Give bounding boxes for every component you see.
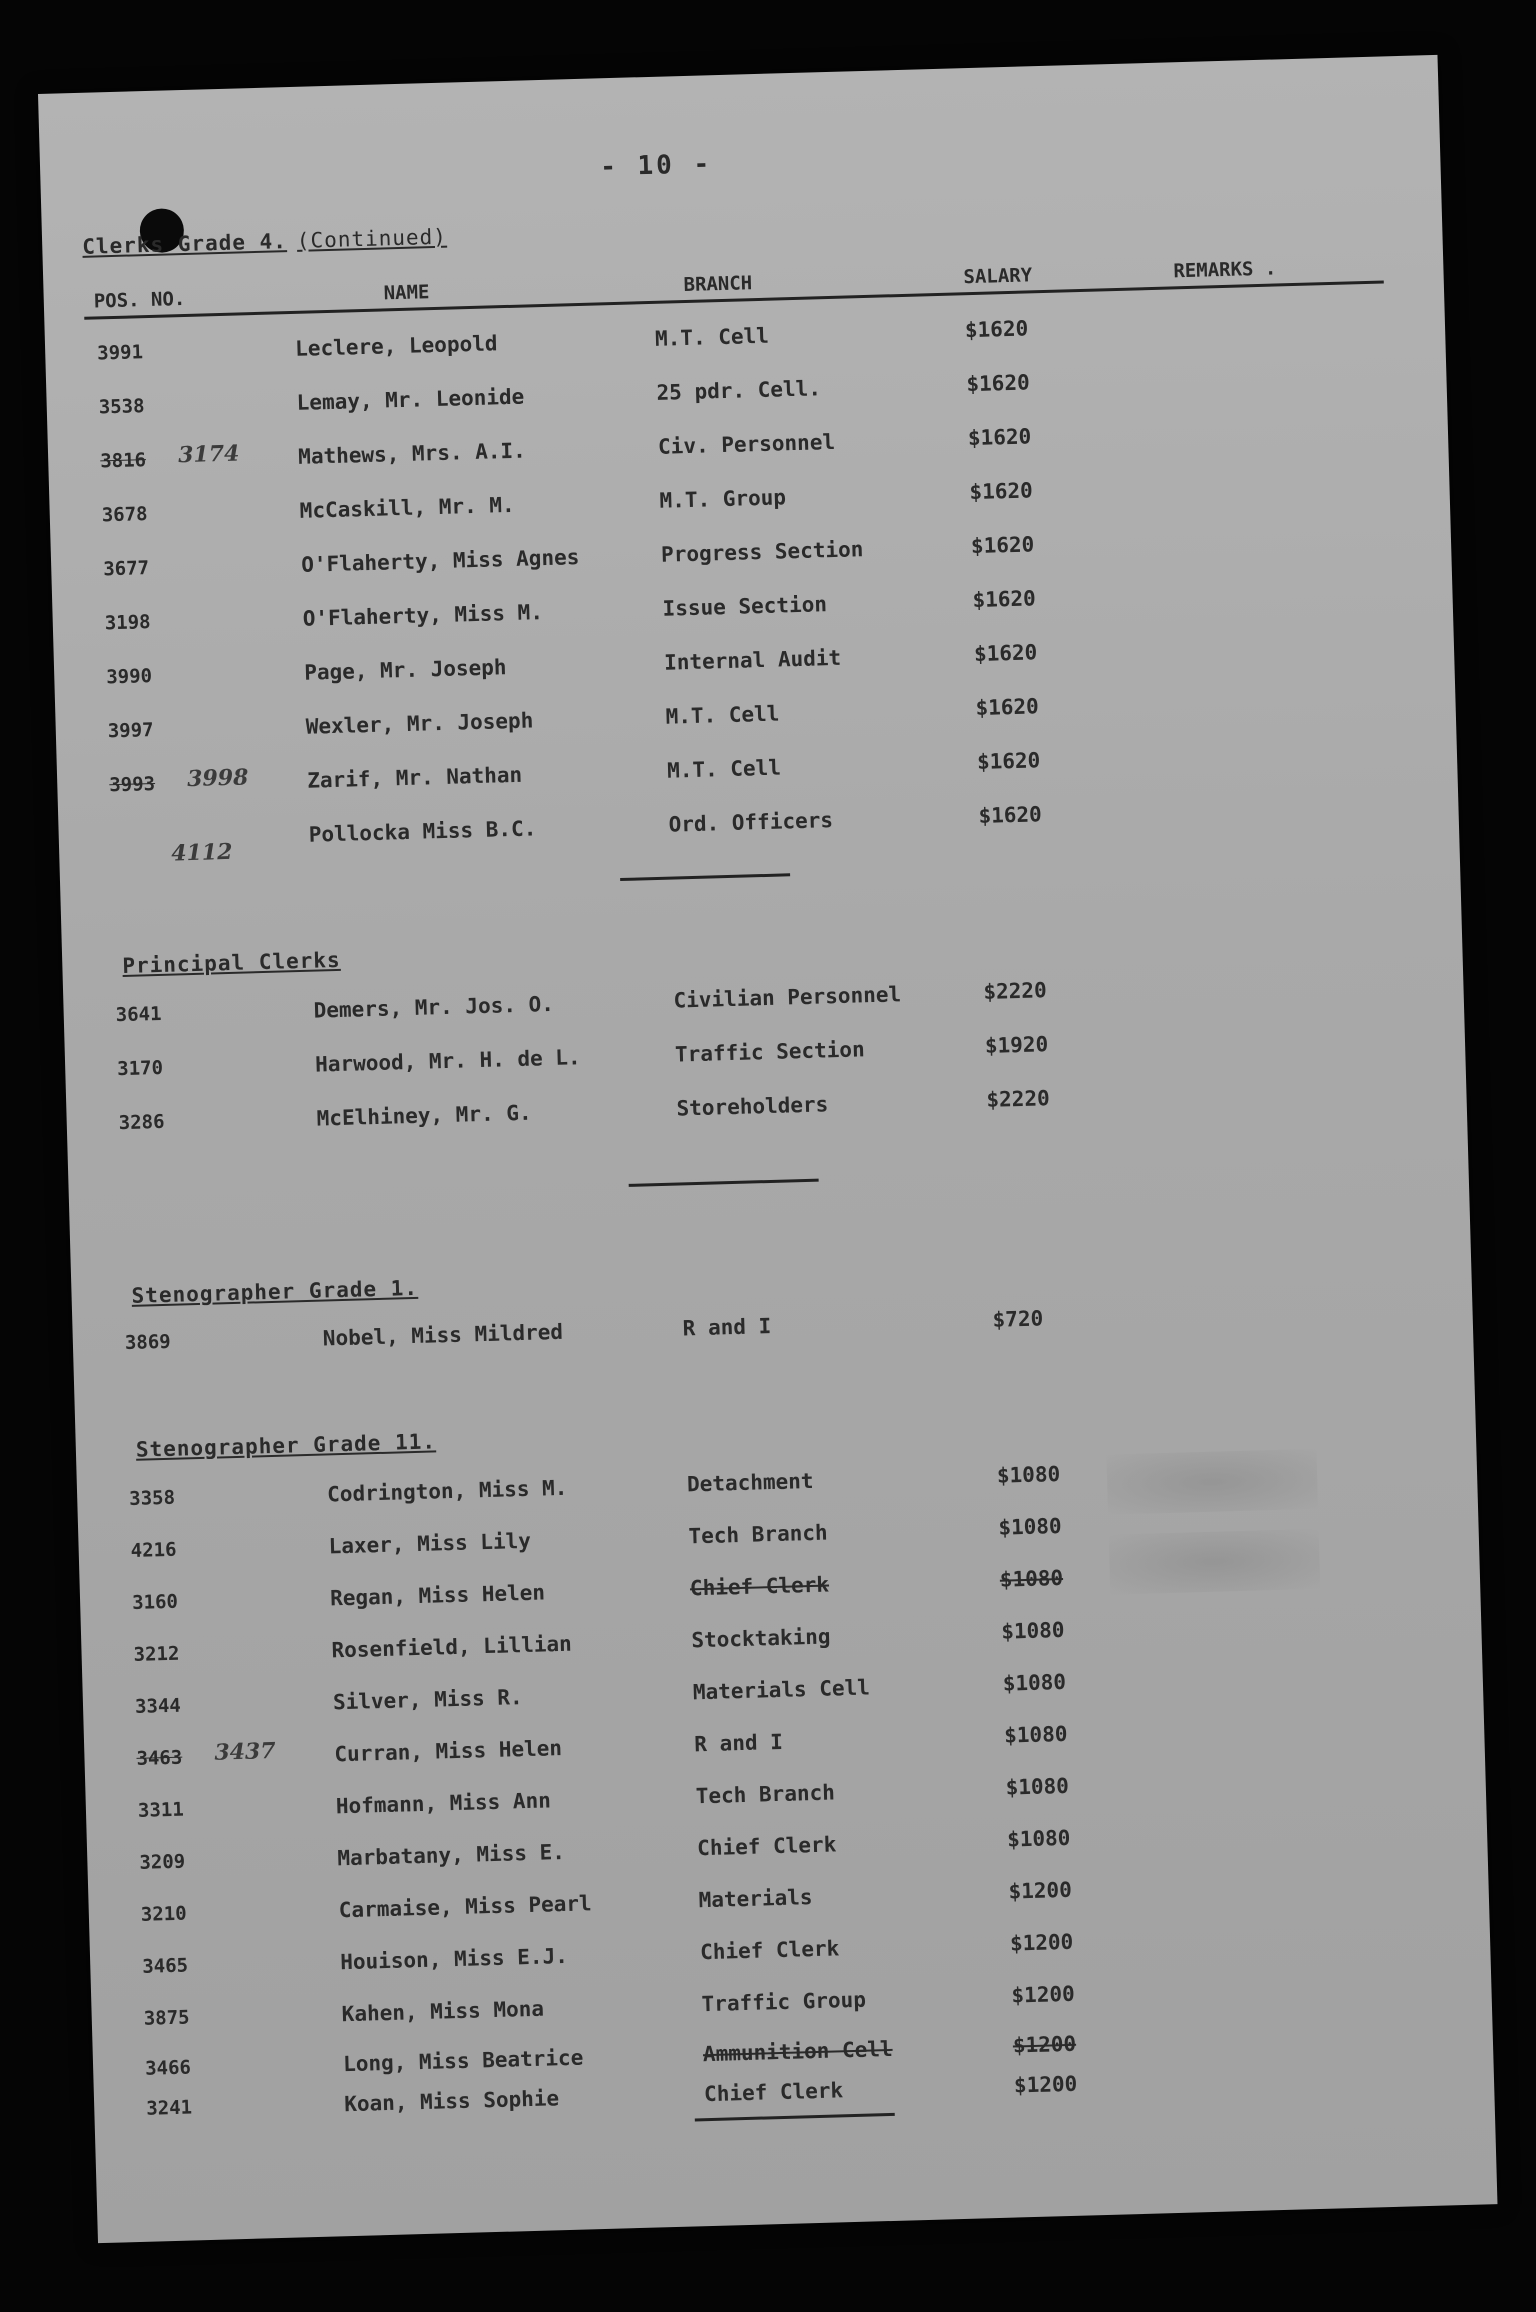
branch: Progress Section <box>660 537 864 567</box>
header-name: NAME <box>383 281 430 305</box>
pos-no: 3641 <box>115 1002 162 1027</box>
salary: $1620 <box>969 478 1034 505</box>
pos-no: 3869 <box>124 1330 171 1355</box>
branch: Detachment <box>686 1468 814 1497</box>
employee-name: Regan, Miss Helen <box>329 1580 546 1611</box>
employee-name: Leclere, Leopold <box>294 331 498 361</box>
branch: Traffic Section <box>674 1037 865 1067</box>
pos-no: 3816 <box>99 449 147 473</box>
section-title-stenographer-grade-1: Stenographer Grade 1. <box>131 1275 419 1308</box>
section-title-stenographer-grade-11: Stenographer Grade 11. <box>135 1429 437 1462</box>
salary: $1620 <box>967 424 1032 451</box>
table-row <box>113 1297 1374 1372</box>
branch: Storeholders <box>676 1092 829 1121</box>
branch: Traffic Group <box>701 1987 867 2017</box>
pos-no: 3311 <box>137 1798 185 1822</box>
branch: Issue Section <box>662 592 828 621</box>
section-divider <box>629 1179 819 1187</box>
handwritten-note: 3174 <box>177 440 240 469</box>
pos-no: 3997 <box>107 719 154 743</box>
branch: Ord. Officers <box>668 808 834 837</box>
pos-no: 3160 <box>131 1590 179 1614</box>
pos-no: 3678 <box>101 503 148 527</box>
salary: $1080 <box>999 1565 1064 1592</box>
branch: Materials Cell <box>692 1675 871 1705</box>
employee-name: Rosenfield, Lillian <box>331 1631 573 1663</box>
employee-name: Mathews, Mrs. A.I. <box>297 438 527 469</box>
salary: $1200 <box>1008 1877 1073 1904</box>
employee-name: Silver, Miss R. <box>332 1685 523 1715</box>
salary: $1620 <box>976 748 1041 775</box>
salary: $1920 <box>984 1032 1049 1058</box>
header-branch: BRANCH <box>683 272 753 297</box>
pos-no: 3358 <box>128 1486 176 1510</box>
pos-no: 3875 <box>143 2006 190 2030</box>
branch: Tech Branch <box>688 1520 828 1549</box>
employee-name: McElhiney, Mr. G. <box>316 1100 532 1131</box>
employee-name: Kahen, Miss Mona <box>341 1996 545 2027</box>
pos-no: 3210 <box>140 1902 187 1926</box>
salary: $720 <box>992 1306 1044 1332</box>
salary: $1200 <box>1011 1981 1076 2008</box>
pos-no: 3993 <box>109 773 156 797</box>
employee-name: Harwood, Mr. H. de L. <box>314 1045 581 1077</box>
salary: $1200 <box>1013 2071 1078 2098</box>
employee-name: Nobel, Miss Mildred <box>322 1319 564 1351</box>
branch: M.T. Cell <box>665 701 780 729</box>
header-pos-no: POS. NO. <box>93 287 186 313</box>
handwritten-note: 3998 <box>186 764 249 793</box>
branch: Chief Clerk <box>689 1572 830 1601</box>
salary: $1080 <box>1002 1669 1067 1696</box>
document-page <box>38 55 1497 2243</box>
salary: $1620 <box>975 694 1040 721</box>
branch: R and I <box>682 1314 772 1341</box>
pos-no: 3209 <box>139 1850 186 1874</box>
salary: $1620 <box>972 586 1037 613</box>
salary: $1200 <box>1009 1929 1074 1956</box>
employee-name: McCaskill, Mr. M. <box>299 492 515 523</box>
pos-no: 3241 <box>145 2096 193 2120</box>
continued-label: (Continued) <box>296 224 448 253</box>
pos-no: 3170 <box>116 1056 164 1081</box>
pos-no: 3991 <box>96 341 144 365</box>
branch: Stocktaking <box>691 1624 831 1653</box>
salary: $1080 <box>998 1513 1062 1540</box>
header-salary: SALARY <box>963 264 1033 289</box>
pos-no: 3466 <box>144 2056 192 2080</box>
employee-name: O'Flaherty, Miss M. <box>302 600 544 631</box>
branch: M.T. Cell <box>654 323 770 351</box>
section-title-principal-clerks: Principal Clerks <box>122 947 341 978</box>
page-number: - 10 - <box>599 149 713 183</box>
handwritten-note: 4112 <box>170 838 233 867</box>
salary: $1620 <box>966 370 1030 397</box>
pos-no: 3286 <box>118 1110 165 1135</box>
pos-no: 3344 <box>134 1694 182 1718</box>
employee-name: O'Flaherty, Miss Agnes <box>300 545 580 577</box>
employee-name: Houison, Miss E.J. <box>339 1943 569 1975</box>
salary: $1620 <box>978 802 1043 829</box>
pos-no: 3463 <box>136 1746 183 1770</box>
branch: Materials <box>698 1885 813 1913</box>
salary: $1080 <box>1000 1617 1065 1644</box>
salary: $1620 <box>973 640 1038 667</box>
employee-name: Page, Mr. Joseph <box>303 655 507 685</box>
pos-no: 3465 <box>142 1954 189 1978</box>
salary: $1080 <box>1005 1773 1070 1800</box>
pos-no: 3990 <box>106 665 153 689</box>
section-divider <box>620 873 790 881</box>
employee-name: Long, Miss Beatrice <box>342 2045 584 2077</box>
branch: Internal Audit <box>663 645 842 675</box>
employee-name: Laxer, Miss Lily <box>328 1528 532 1559</box>
branch: Ammunition Cell <box>702 2036 893 2067</box>
employee-name: Wexler, Mr. Joseph <box>305 708 534 739</box>
pos-no: 3212 <box>133 1642 180 1666</box>
pos-no: 3677 <box>102 557 150 581</box>
salary: $2220 <box>986 1086 1050 1112</box>
salary: $1620 <box>964 316 1029 343</box>
salary: $1200 <box>1012 2031 1077 2058</box>
employee-name: Zarif, Mr. Nathan <box>306 762 523 793</box>
salary: $1080 <box>1006 1825 1071 1852</box>
branch: Chief Clerk <box>696 1832 837 1861</box>
employee-name: Curran, Miss Helen <box>334 1736 563 1767</box>
pos-no: 4216 <box>130 1538 177 1562</box>
salary: $1620 <box>970 532 1035 559</box>
branch: Tech Branch <box>695 1780 836 1809</box>
employee-name: Lemay, Mr. Leonide <box>296 384 525 415</box>
handwritten-note: 3437 <box>214 1738 276 1766</box>
employee-name: Koan, Miss Sophie <box>343 2086 560 2117</box>
section-title-text: Clerks Grade 4. <box>81 229 288 259</box>
branch: Civilian Personnel <box>673 982 902 1013</box>
pos-no: 3538 <box>98 395 145 419</box>
employee-name: Demers, Mr. Jos. O. <box>313 991 555 1023</box>
column-headers <box>83 247 1384 320</box>
branch: 25 pdr. Cell. <box>656 376 822 405</box>
header-remarks: REMARKS . <box>1173 257 1277 283</box>
pos-no: 3198 <box>104 611 151 635</box>
section-title-clerks-grade-4 <box>82 225 447 259</box>
branch: Civ. Personnel <box>657 429 836 459</box>
branch: M.T. Group <box>659 485 787 513</box>
branch: R and I <box>694 1729 784 1757</box>
employee-name: Carmaise, Miss Pearl <box>338 1891 592 1923</box>
employee-name: Marbatany, Miss E. <box>337 1839 566 1871</box>
salary: $1080 <box>1003 1721 1068 1748</box>
salary: $2220 <box>983 978 1047 1004</box>
salary: $1080 <box>996 1462 1061 1488</box>
branch: Chief Clerk <box>699 1936 840 1965</box>
employee-name: Pollocka Miss B.C. <box>308 816 537 847</box>
employee-name: Codrington, Miss M. <box>326 1475 568 1507</box>
employee-name: Hofmann, Miss Ann <box>335 1788 552 1819</box>
branch: M.T. Cell <box>666 755 782 783</box>
branch: Chief Clerk <box>703 2078 844 2107</box>
